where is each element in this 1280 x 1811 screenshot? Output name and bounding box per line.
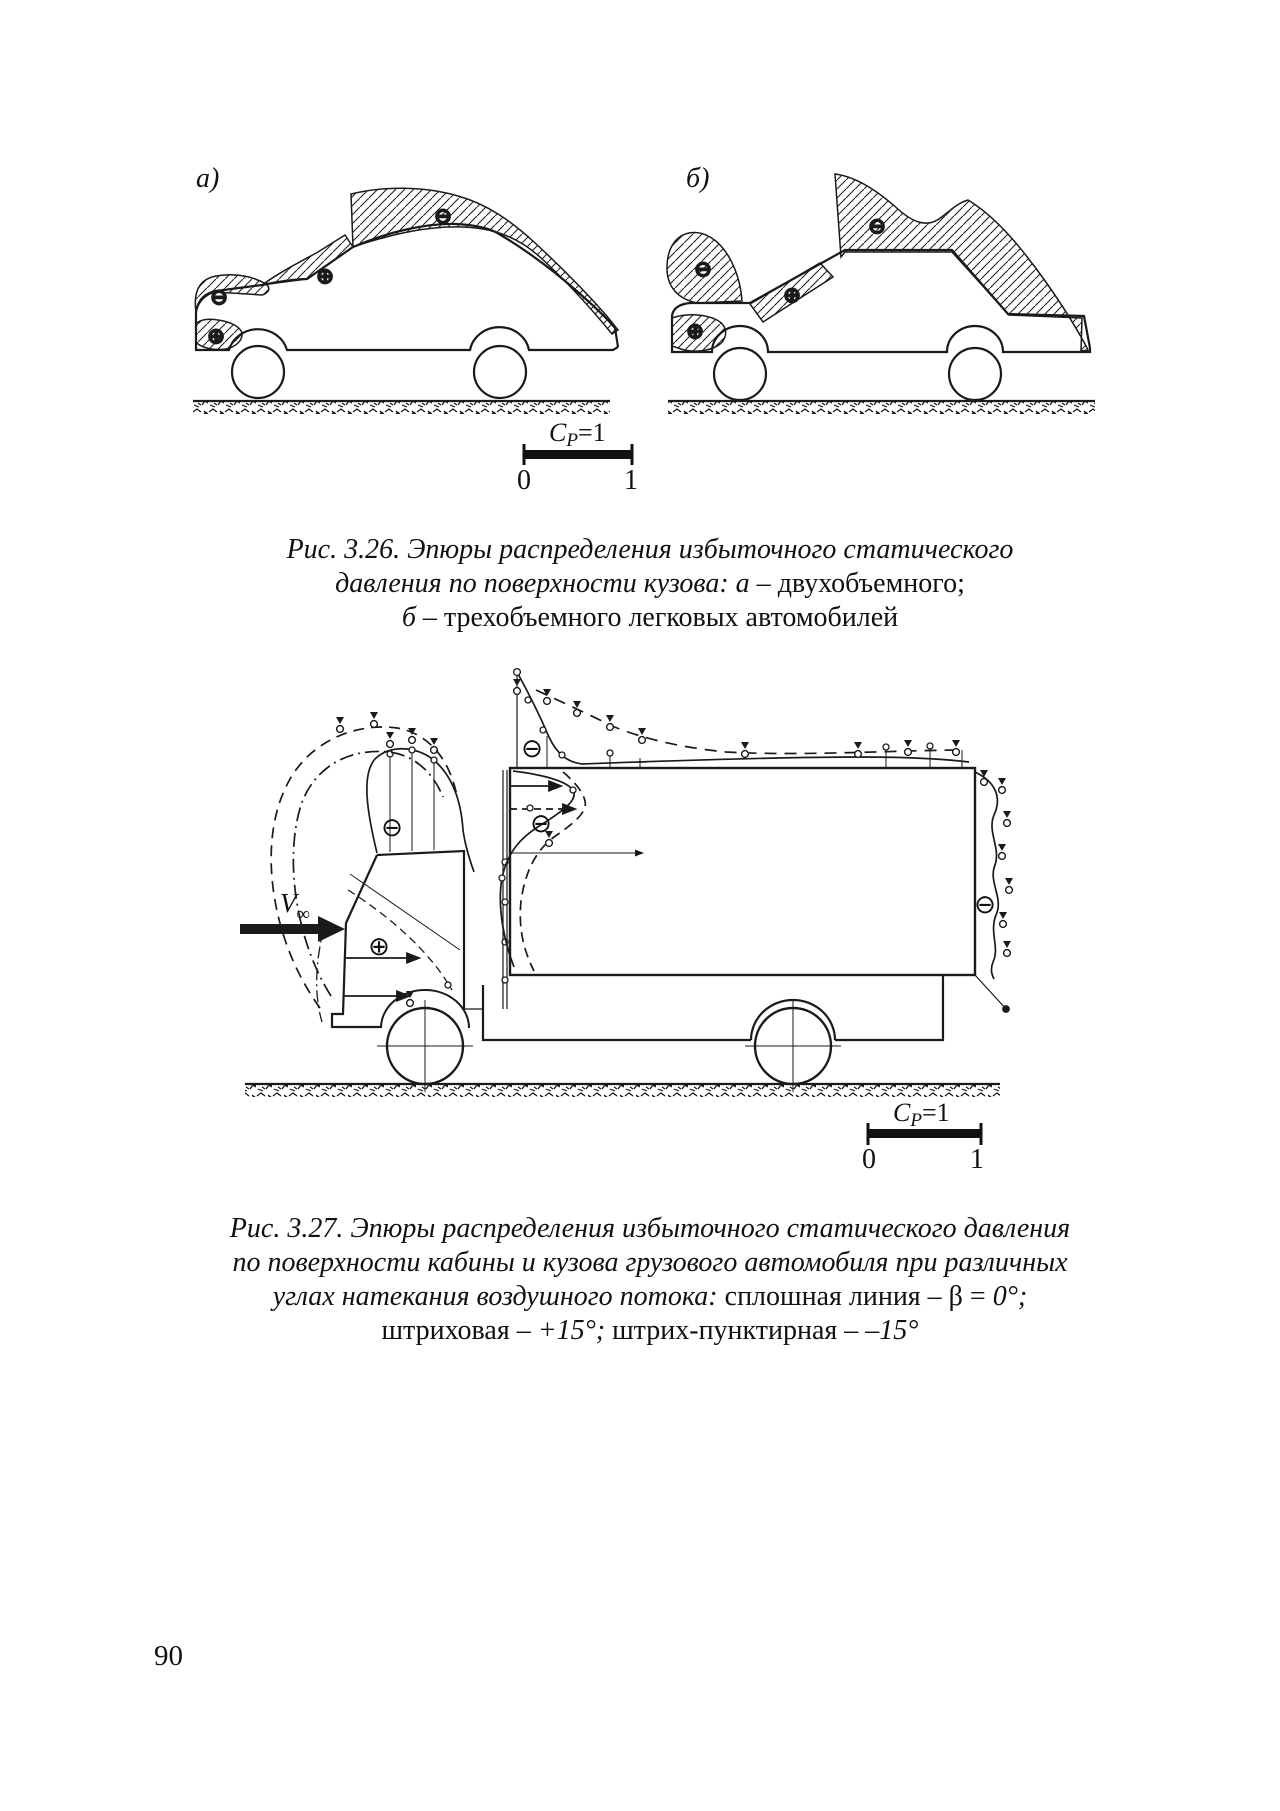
figure-3-27-drawing	[230, 555, 1030, 1175]
car-a-nose-suction-lobe	[195, 275, 268, 312]
truck-ground	[245, 1084, 1000, 1097]
flow-velocity-annotation	[240, 888, 345, 942]
pressure-scale-bar	[517, 418, 638, 496]
scale-cp-label: CP=1	[893, 1098, 950, 1131]
figure-3-26-label-b: б)	[686, 163, 710, 194]
car-a-rear-wheel	[474, 346, 526, 398]
caption-line: Рис. 3.26. Эпюры распределения избыточного статического	[286, 534, 1014, 565]
negative-pressure-symbol: ⊖	[434, 204, 452, 228]
car-b-front-wheel	[714, 348, 766, 400]
negative-pressure-symbol: ⊖	[694, 257, 712, 281]
flow-velocity-label: $V_\infty$	[280, 888, 311, 925]
negative-pressure-symbol: ⊖	[210, 285, 228, 309]
page-number: 90	[154, 1640, 183, 1672]
scale-cp-label: CP=1	[549, 418, 606, 451]
positive-pressure-symbol: ⊕	[686, 319, 704, 343]
positive-pressure-symbol: ⊕	[207, 324, 225, 348]
scale-min-label: 0	[517, 465, 531, 496]
car-a-two-volume	[193, 188, 618, 414]
car-b-ground	[668, 401, 1095, 414]
box-roof-pressure-diagram	[513, 669, 969, 768]
rear-suction-curve	[975, 772, 998, 979]
windshield-curve	[350, 874, 460, 950]
truck-bed	[483, 975, 943, 1040]
cab-dashed-envelope-plus15	[271, 727, 457, 1008]
scale-max-label: 1	[970, 1144, 984, 1175]
car-b-rear-wheel	[949, 348, 1001, 400]
negative-pressure-symbol: ⊖	[974, 890, 996, 920]
positive-pressure-symbol: ⊕	[368, 932, 390, 962]
scale-max-label: 1	[624, 465, 638, 496]
caption-line: Рис. 3.27. Эпюры распределения избыточного статического давления	[229, 1213, 1071, 1244]
negative-pressure-symbol: ⊖	[868, 214, 886, 238]
positive-pressure-symbol: ⊕	[316, 264, 334, 288]
figure-3-26-drawing	[150, 130, 1150, 500]
pressure-scale-bar	[862, 1098, 984, 1175]
car-a-ground	[193, 401, 610, 414]
scale-min-label: 0	[862, 1144, 876, 1175]
figure-3-27-caption	[130, 1212, 1170, 1348]
negative-pressure-symbol: ⊖	[381, 813, 403, 843]
caption-line: давления по поверхности кузова: а – двухобъемного;	[335, 568, 965, 599]
caption-line: б – трехобъемного легковых автомобилей	[401, 602, 899, 633]
windshield-dashed-curve	[348, 890, 452, 990]
caption-line: штриховая – +15°; штрих-пунктирная – –15°	[381, 1315, 919, 1346]
car-b-three-volume	[667, 174, 1095, 414]
car-a-pressure-regions	[195, 188, 618, 349]
car-a-body	[196, 224, 618, 398]
caption-line: углах натекания воздушного потока: сплошная линия – β = 0°;	[272, 1281, 1028, 1312]
car-a-roof-envelope	[351, 188, 618, 334]
roof-solid-suction-curve	[517, 672, 969, 764]
car-a-front-wheel	[232, 346, 284, 398]
caption-line: по поверхности кабины и кузова грузового автомобиля при различных	[232, 1247, 1068, 1278]
figure-3-26-label-a: а)	[196, 163, 220, 194]
truck-cab	[332, 851, 469, 1028]
positive-pressure-symbol: ⊕	[783, 283, 801, 307]
negative-pressure-symbol: ⊖	[530, 809, 552, 839]
negative-pressure-symbol: ⊖	[521, 734, 543, 764]
car-b-pressure-regions	[667, 174, 1088, 351]
truck-wheels	[377, 1000, 841, 1092]
flow-arrow	[240, 916, 345, 942]
